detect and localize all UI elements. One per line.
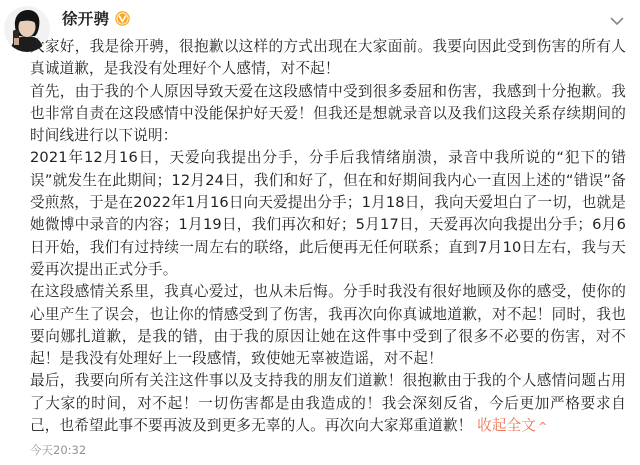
author-row bbox=[62, 8, 130, 28]
post-timestamp[interactable]: 今天20:32 bbox=[30, 443, 87, 457]
post-paragraph-timeline: 2021年12月16日，天爱向我提出分手，分手后我情绪崩溃，录音中我所说的“犯下的错误”就发生在此期间；12月24日，我们和好了，但在和好期间我内心一直因上述的“错误”备受煎熬，于是在2022年1月16日向天爱提出分手；1月18日，我向天爱坦白了一切，也就是她微博中录音的内容；1月19日，我们再次和好；5月17日，天爱再次向我提出分手；6月6日开始，我们有过持续一周左右的联络，此后便再无任何联系；直到7月10日左右，我与天爱再次提出正式分手。 bbox=[30, 149, 626, 278]
post-paragraph-first: 首先，由于我的个人原因导致天爱在这段感情中受到很多委屈和伤害，我感到十分抱歉。我也非常自责在这段感情中没能保护好天爱！但我还是想就录音以及我们这段关系存续期间的时间线进行以下说明： bbox=[30, 82, 626, 145]
post-content bbox=[30, 36, 626, 438]
orange-v-badge bbox=[115, 11, 130, 26]
collapse-text-label: 收起全文 bbox=[477, 417, 537, 435]
post-paragraph-greeting: 大家好，我是徐开骋，很抱歉以这样的方式出现在大家面前。我要向因此受到伤害的所有人真诚道歉，是我没有处理好个人感情，对不起！ bbox=[30, 38, 626, 78]
caret-up-icon: ^ bbox=[538, 420, 548, 434]
post-paragraph-final bbox=[30, 370, 626, 438]
chevron-down-icon[interactable] bbox=[610, 11, 624, 20]
collapse-text-link[interactable] bbox=[477, 417, 547, 434]
author-name[interactable]: 徐开骋 bbox=[62, 10, 110, 28]
post-paragraph-relationship: 在这段感情关系里，我真心爱过，也从未后悔。分手时我没有很好地顾及你的感受，使你的心里产生了误会，也让你的情感受到了伤害，我再次向你真诚地道歉，对不起！同时，我也要向娜扎道歉，是我的错，由于我的原因让她在这件事中受到了很多不必要的伤害，对不起！是我没有处理好上一段感情，致使她无辜被造谣，对不起！ bbox=[30, 283, 626, 368]
post-paragraph-final-text: 最后，我要向所有关注这件事以及支持我的朋友们道歉！很抱歉由于我的个人感情问题占用了大家的时间，对不起！一切伤害都是由我造成的！我会深刻反省，今后更加严格要求自己，也希望此事不要再波及到更多无辜的人。再次向大家郑重道歉！ bbox=[30, 372, 626, 435]
